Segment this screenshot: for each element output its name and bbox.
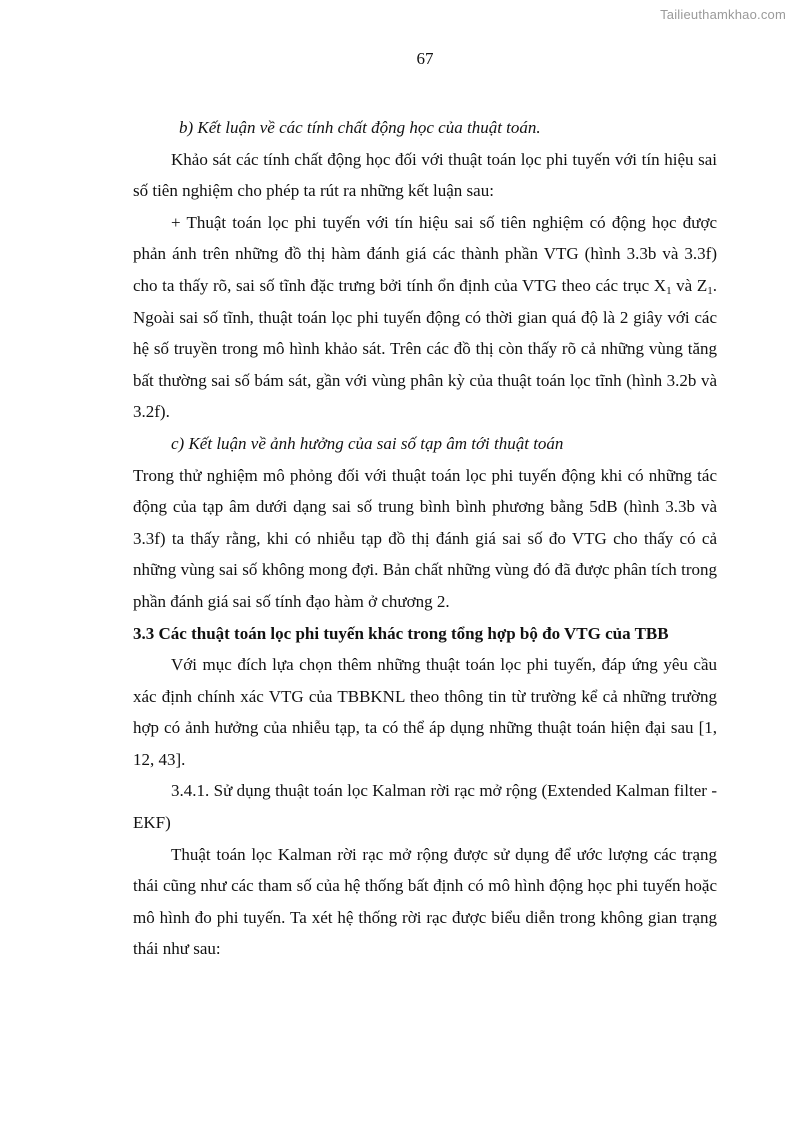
subsection-3-4-1-title: 3.4.1. Sử dụng thuật toán lọc Kalman rời rạc mở rộng (Extended Kalman filter - EKF): [133, 781, 717, 833]
document-body: [133, 112, 717, 965]
page-number: 67: [416, 49, 434, 68]
section-3-3-heading: 3.3 Các thuật toán lọc phi tuyến khác trong tổng hợp bộ đo VTG của TBB: [133, 623, 669, 643]
watermark: Tailieuthamkhao.com: [660, 7, 786, 22]
section-c-paragraph-1: Trong thử nghiệm mô phỏng đối với thuật toán lọc phi tuyến động khi có những tác động của tạp âm dưới dạng sai số trung bình bình phương bằng 5dB (hình 3.3b và 3.3f) ta thấy rằng, khi có nhiễu tạp đồ thị đánh giá sai số đo VTG cho thấy có cả những vùng sai số không mong đợi. Bản chất những vùng đó đã được phân tích trong phần đánh giá sai số tính đạo hàm ở chương 2.: [133, 465, 717, 611]
section-3-3-paragraph-1: Với mục đích lựa chọn thêm những thuật toán lọc phi tuyến, đáp ứng yêu cầu xác định chính xác VTG của TBBKNL theo thông tin từ trường kể cả những trường hợp có ảnh hưởng của nhiễu tạp, ta có thể áp dụng những thuật toán hiện đại sau [1, 12, 43].: [133, 655, 717, 769]
section-b-title: b) Kết luận về các tính chất động học của thuật toán.: [179, 118, 541, 137]
section-b-paragraph-1: Khảo sát các tính chất động học đối với thuật toán lọc phi tuyến với tín hiệu sai số tiên nghiệm cho phép ta rút ra những kết luận sau:: [133, 149, 717, 201]
text-segment: và Z: [671, 275, 708, 295]
text-segment: . Ngoài sai số tĩnh, thuật toán lọc phi tuyến động có thời gian quá độ là 2 giây với các hệ số truyền trong mô hình khảo sát. Trên các đồ thị còn thấy rõ cả những vùng tăng bất thường sai số bám sát, gần với vùng phân kỳ của thuật toán lọc tĩnh (hình 3.2b và 3.2f).: [133, 275, 717, 422]
subscript-z1: 1: [707, 284, 713, 297]
text-segment: + Thuật toán lọc phi tuyến với tín hiệu sai số tiên nghiệm có động học được phản ánh trên những đồ thị hàm đánh giá các thành phần VTG (hình 3.3b và 3.3f) cho ta thấy rõ, sai số tĩnh đặc trưng bởi tính ổn định của VTG theo các trục X: [133, 212, 717, 295]
section-c-title: c) Kết luận về ảnh hưởng của sai số tạp âm tới thuật toán: [171, 433, 564, 453]
subscript-x1: 1: [666, 284, 672, 297]
section-3-3-paragraph-3: Thuật toán lọc Kalman rời rạc mở rộng được sử dụng để ước lượng các trạng thái cũng như các tham số của hệ thống bất định có mô hình động học phi tuyến hoặc mô hình đo phi tuyến. Ta xét hệ thống rời rạc được biểu diễn trong không gian trạng thái như sau:: [133, 844, 717, 959]
section-b-paragraph-2: [133, 207, 717, 428]
